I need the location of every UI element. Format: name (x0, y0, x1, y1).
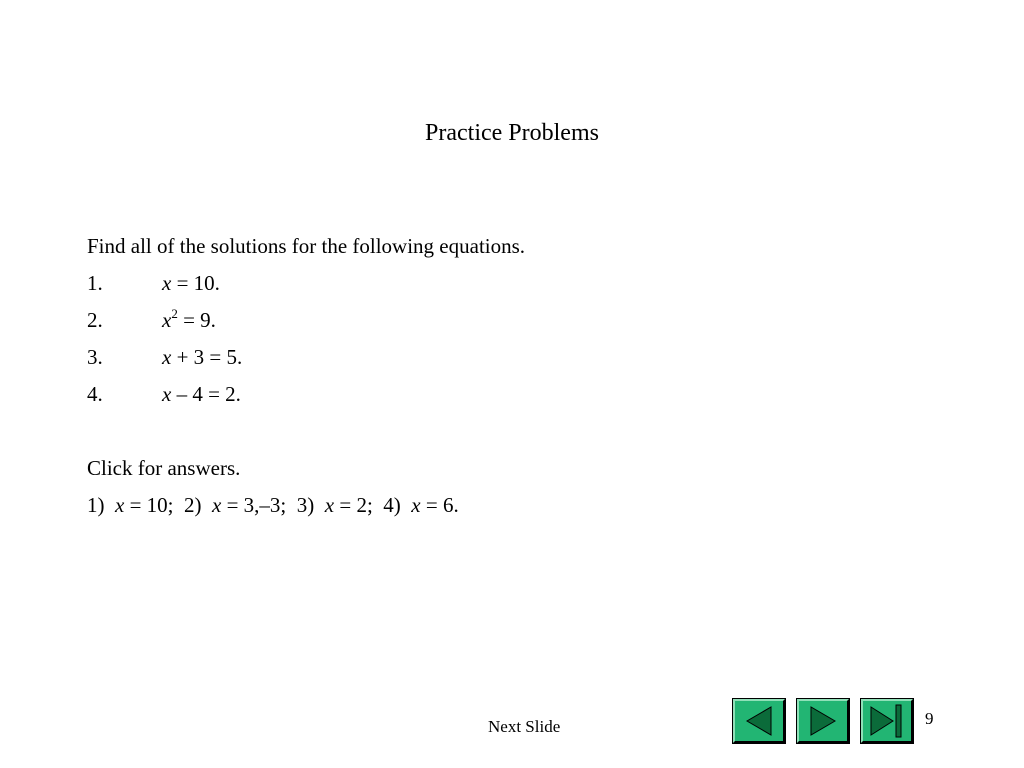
answer-value: = 2; (334, 493, 384, 517)
variable: x (324, 493, 335, 517)
previous-slide-button[interactable] (733, 699, 785, 743)
answers-prompt[interactable]: Click for answers. (87, 456, 241, 480)
equation-rest: – 4 = 2. (171, 382, 241, 406)
answer-label: 1) (87, 493, 115, 517)
next-slide-button[interactable] (797, 699, 849, 743)
variable: x (162, 382, 172, 406)
variable: x (115, 493, 125, 517)
answer-label: 3) (296, 493, 325, 517)
problem-2 (87, 302, 525, 339)
problem-1 (87, 265, 525, 302)
last-slide-button[interactable] (861, 699, 913, 743)
page-number: 9 (925, 709, 934, 728)
variable: x (411, 493, 421, 517)
exponent: 2 (171, 306, 178, 321)
problem-number: 2. (87, 308, 103, 332)
equation-rest: + 3 = 5. (171, 345, 243, 369)
variable: x (162, 308, 172, 332)
problem-4 (87, 376, 525, 413)
equation-rest: = 9. (177, 308, 216, 332)
variable: x (162, 271, 172, 295)
equation-rest: = 10. (171, 271, 220, 295)
variable: x (162, 345, 172, 369)
answer-value: = 3,–3; (221, 493, 297, 517)
answer-label: 4) (383, 493, 412, 517)
instructions: Find all of the solutions for the following equations. (87, 234, 526, 258)
problem-number: 1. (87, 271, 103, 295)
answers-line (87, 487, 525, 524)
triangle-right-icon (799, 701, 847, 741)
answer-value: = 10; (124, 493, 185, 517)
problem-number: 3. (87, 345, 103, 369)
problem-3 (87, 339, 525, 376)
slide-body (87, 228, 525, 524)
next-slide-link[interactable]: Next Slide (488, 717, 561, 736)
slide-title: Practice Problems (425, 120, 599, 146)
variable: x (212, 493, 222, 517)
triangle-left-icon (735, 701, 783, 741)
answer-label: 2) (184, 493, 213, 517)
skip-to-end-icon (863, 701, 911, 741)
problem-number: 4. (87, 382, 103, 406)
answer-value: = 6. (420, 493, 459, 517)
